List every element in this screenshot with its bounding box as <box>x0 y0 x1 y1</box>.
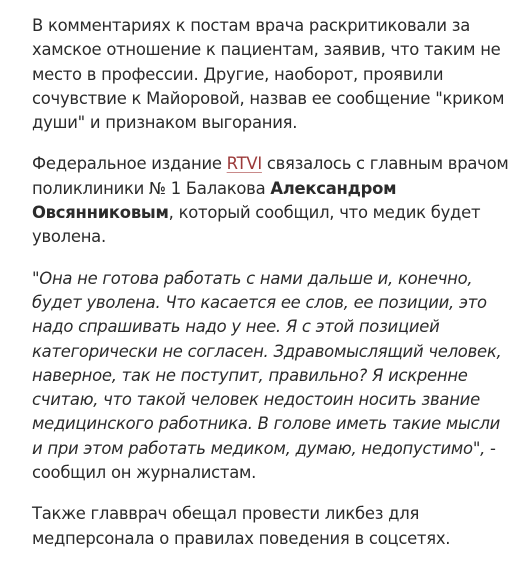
chief-doctor-name: Александром Овсянниковым <box>32 178 397 223</box>
paragraph-rtvi-text-before: Федеральное издание <box>32 154 227 174</box>
paragraph-training: Также главврач обещал провести ликбез для медперсонала о правилах поведения в соцсетях. <box>32 504 451 548</box>
article-body <box>32 14 512 568</box>
paragraph-rtvi-text-middle: связалось с главным врачом поликлиники № 1 Балакова <box>32 154 509 198</box>
quote-attribution: - сообщил он журналистам. <box>32 438 496 483</box>
quote-text: "Она не готова работать с нами дальше и, конечно, будет уволена. Что касается ее слов, ее позиции, это надо спрашивать надо у нее. Я с этой позицией категорически не согласен. Здравомыслящий человек, наверное, так не поступит, правильно? Я искренне считаю, что такой человек недостоин носить звание медицинского работника. В голове иметь такие мысли и при этом работать медиком, думаю, недопустимо", <box>32 268 502 458</box>
paragraph-comments: В комментариях к постам врача раскритиковали за хамское отношение к пациентам, заявив, что таким не место в профессии. Другие, наоборот, проявили сочувствие к Майоровой, назвав ее сообщение "криком души" и признаком выгорания. <box>32 16 505 133</box>
paragraph-quote <box>32 267 512 486</box>
paragraph-rtvi-text-after: , который сообщил, что медик будет уволена. <box>32 203 481 247</box>
rtvi-link[interactable]: RTVI <box>226 154 262 174</box>
paragraph-rtvi <box>32 152 512 249</box>
